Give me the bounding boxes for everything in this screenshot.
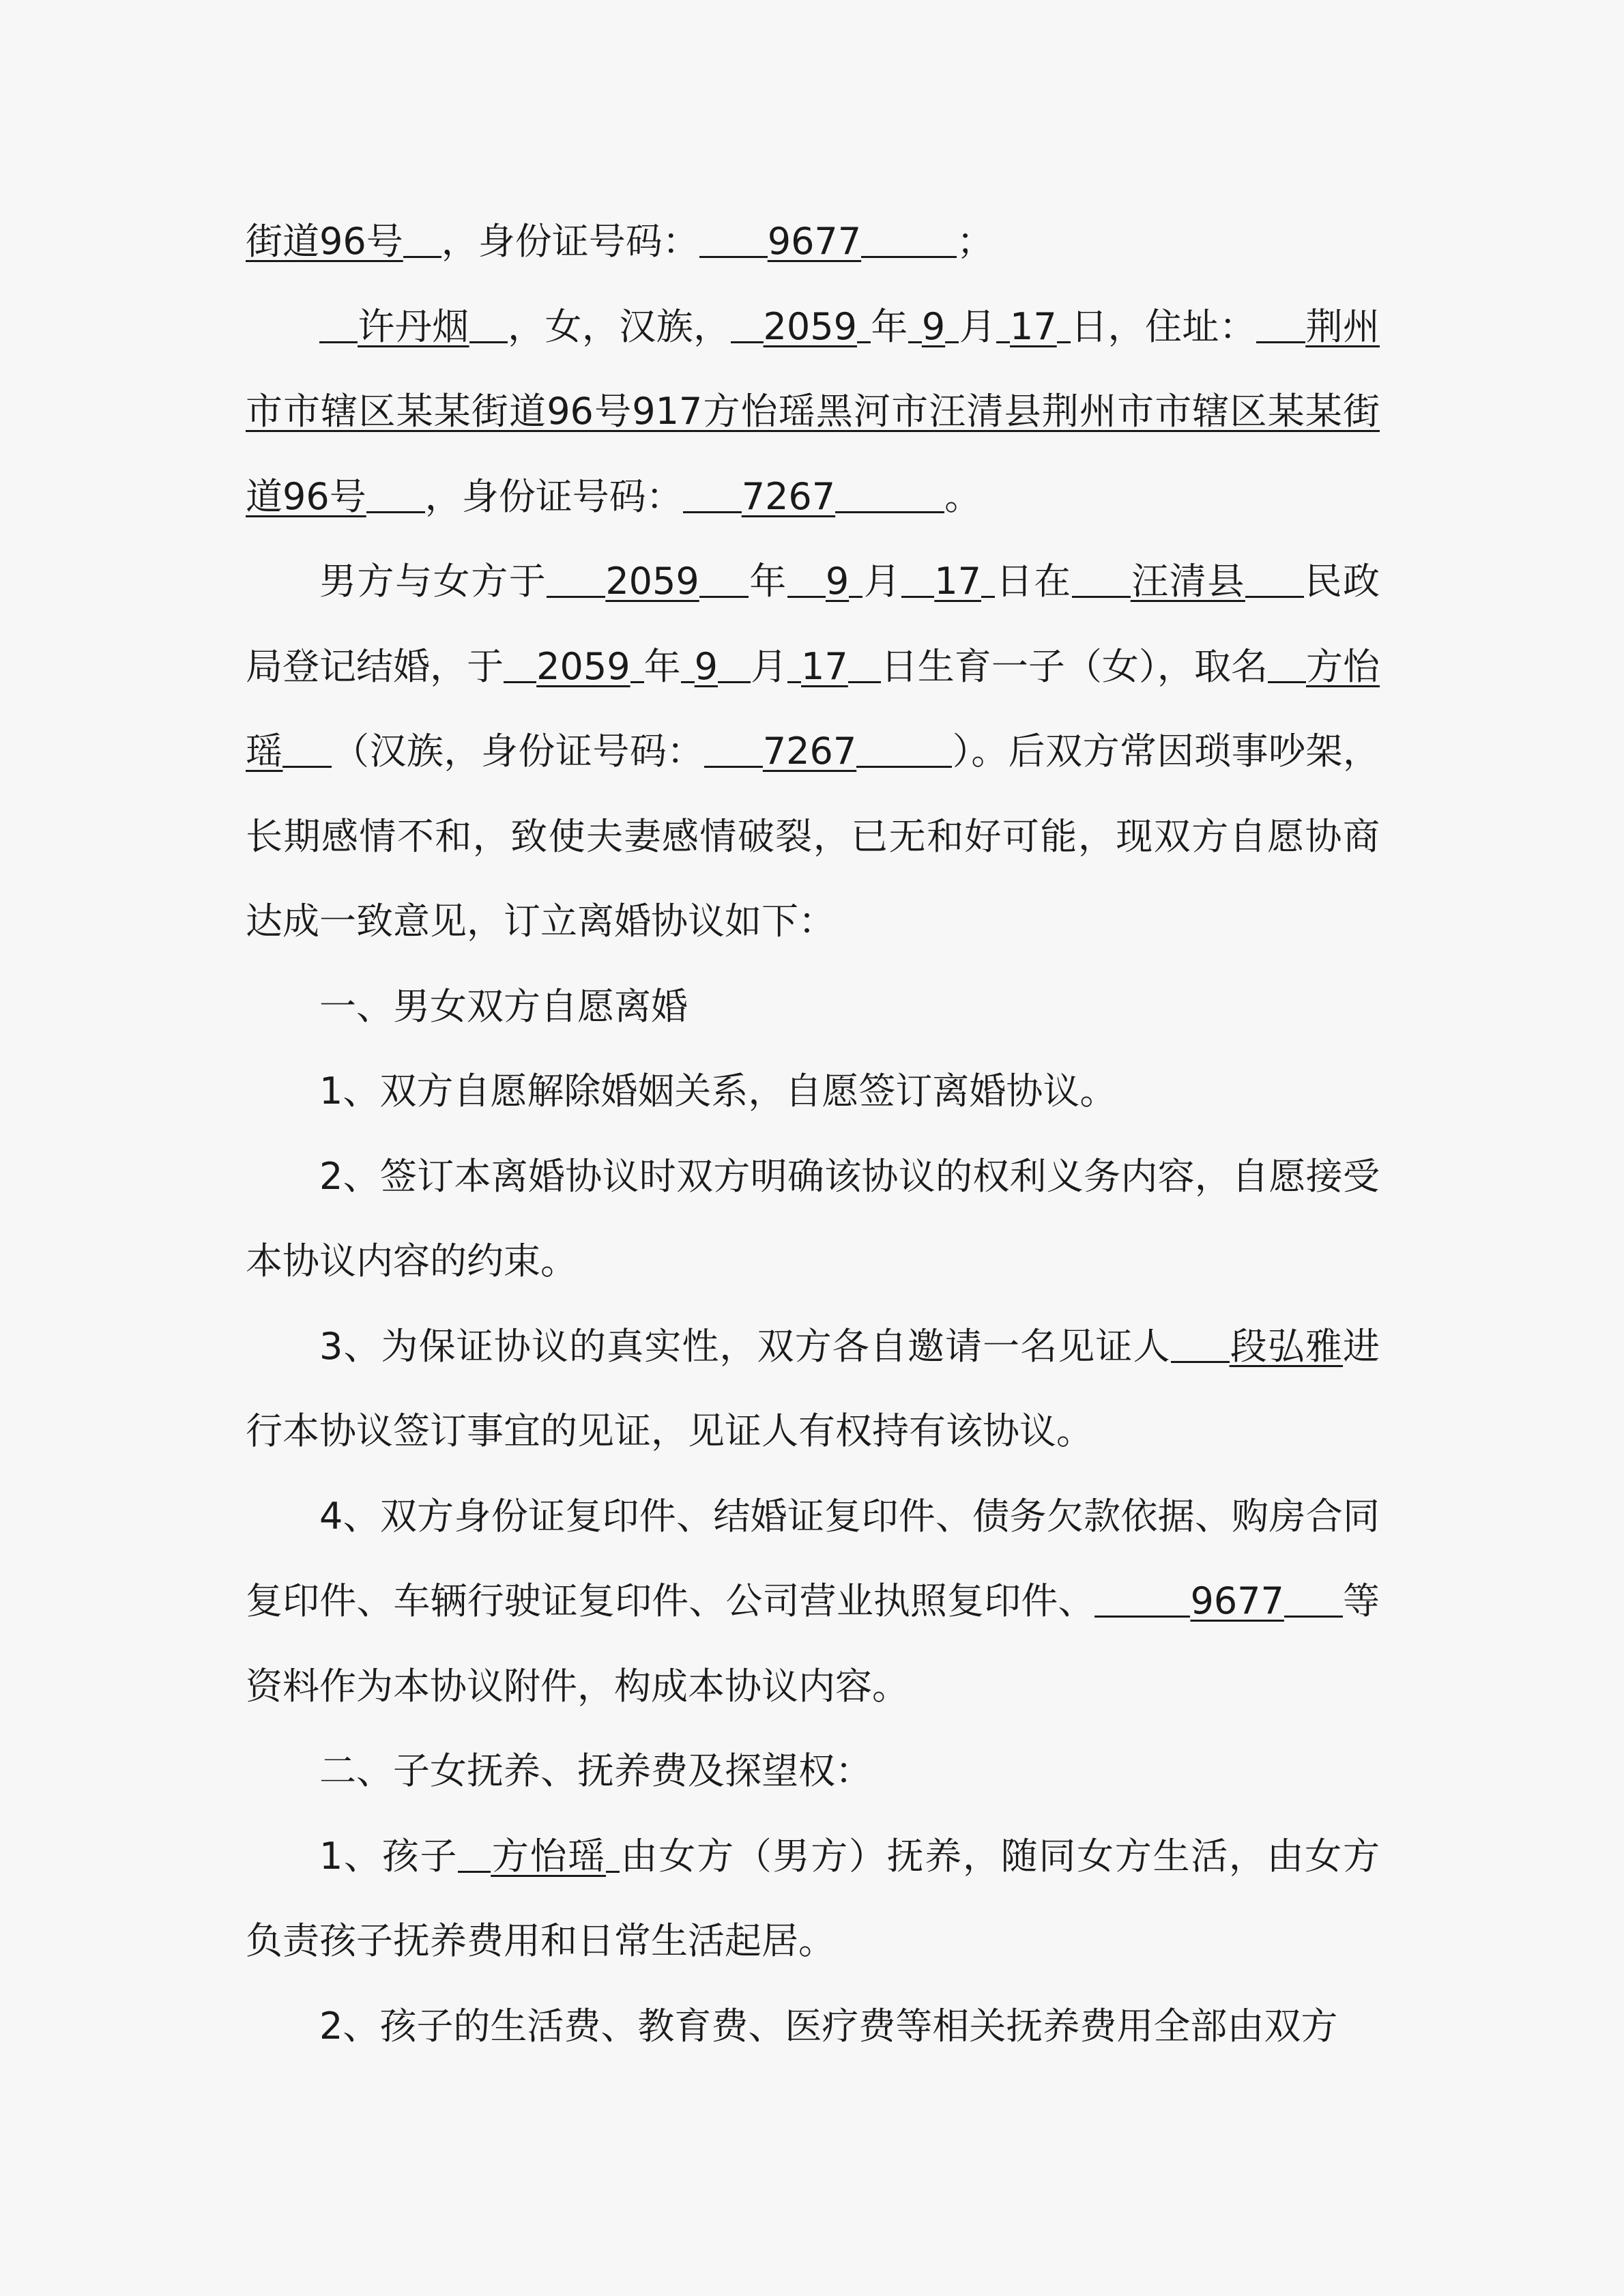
- text: 。: [944, 474, 982, 518]
- fill-blank: [704, 723, 763, 768]
- child-birth-year: 2059: [536, 644, 630, 688]
- paragraph-1: [246, 199, 1380, 285]
- text: 月: [959, 304, 996, 348]
- fill-blank: [319, 299, 358, 343]
- text: 由女方（男方）抚养，随同女方生活，由女方负责孩子抚养费用和日常生活起居。: [246, 1834, 1380, 1962]
- text: ，女，汉族，: [507, 304, 731, 348]
- fill-blank: [849, 554, 862, 598]
- text: 4、双方身份证复印件、结婚证复印件、债务欠款依据、购房合同复印件、车辆行驶证复印件、公司营业执照复印件、: [246, 1494, 1380, 1622]
- witness-name: 段弘雅: [1229, 1324, 1344, 1368]
- clause-1-3: [246, 1304, 1380, 1474]
- child-name: 方怡瑶: [491, 1834, 606, 1878]
- text: 年: [748, 560, 787, 603]
- text: 进行本协议签订事宜的见证，见证人有权持有该协议。: [246, 1324, 1380, 1452]
- marriage-month: 9: [825, 560, 850, 603]
- document-body: [246, 199, 1380, 2069]
- birth-month: 9: [921, 304, 946, 348]
- text: 日在: [995, 560, 1072, 603]
- text: 月: [750, 644, 788, 688]
- fill-blank: [945, 299, 959, 343]
- registration-place: 汪清县: [1130, 560, 1245, 603]
- text: 民政局登记结婚，于: [246, 560, 1380, 688]
- fill-blank: [835, 469, 944, 513]
- child-name: 方怡瑶: [246, 644, 1380, 773]
- fill-blank: [787, 554, 826, 598]
- fill-blank: [366, 469, 425, 513]
- clause-2-1: [246, 1814, 1380, 1984]
- fill-blank: [1268, 639, 1306, 683]
- party-name: 许丹烟: [358, 304, 469, 348]
- marriage-year: 2059: [605, 560, 699, 603]
- fill-blank: [908, 299, 922, 343]
- paragraph-2: [246, 285, 1380, 540]
- clause-1-4: [246, 1474, 1380, 1730]
- text: 男方与女方于: [319, 560, 547, 603]
- section-heading-1: 一、男女双方自愿离婚: [319, 984, 688, 1028]
- paragraph-3: [246, 539, 1380, 964]
- fill-blank: [1256, 299, 1305, 343]
- text: ；: [957, 220, 994, 263]
- fill-blank: [683, 469, 742, 513]
- fill-blank: [981, 554, 995, 598]
- fill-blank: [1284, 1573, 1343, 1618]
- text: ）。后双方常因琐事吵架，长期感情不和，致使夫妻感情破裂，已无和好可能，现双方自愿协商达成一致意见，订立离婚协议如下：: [246, 730, 1380, 943]
- attachment-item: 9677: [1190, 1579, 1284, 1622]
- fill-blank: [504, 639, 536, 683]
- fill-blank: [861, 214, 957, 258]
- fill-blank: [699, 214, 768, 258]
- text: 月: [862, 560, 902, 603]
- birth-year: 2059: [763, 304, 857, 348]
- fill-blank: [1072, 554, 1131, 598]
- fill-blank: [1057, 299, 1071, 343]
- id-number: 9677: [767, 220, 862, 263]
- child-id-number: 7267: [762, 730, 857, 773]
- fill-blank: [848, 639, 881, 683]
- fill-blank: [1245, 554, 1304, 598]
- fill-blank: [699, 554, 749, 598]
- text: 1、孩子: [319, 1834, 459, 1878]
- fill-blank: [458, 1828, 491, 1873]
- fill-blank: [403, 214, 441, 258]
- fill-blank: [901, 554, 934, 598]
- fill-blank: [856, 723, 952, 768]
- fill-blank: [469, 299, 508, 343]
- fill-blank: [996, 299, 1010, 343]
- fill-blank: [630, 639, 644, 683]
- party-address: 荆州市市辖区某某街道96号917方怡瑶黑河市汪清县荆州市市辖区某某街道96号: [246, 304, 1380, 518]
- fill-blank: [787, 639, 801, 683]
- text: ，身份证号码：: [424, 474, 683, 518]
- text: 3、为保证协议的真实性，双方各自邀请一名见证人: [319, 1324, 1171, 1368]
- clause-1-1: 1、双方自愿解除婚姻关系，自愿签订离婚协议。: [319, 1070, 1117, 1113]
- birth-day: 17: [1010, 304, 1057, 348]
- text: 日，住址：: [1070, 304, 1257, 348]
- fill-blank: [731, 299, 764, 343]
- text: （汉族，身份证号码：: [332, 730, 704, 773]
- fill-blank: [681, 639, 695, 683]
- fill-blank: [282, 723, 332, 768]
- fill-blank: [857, 299, 871, 343]
- text: 等资料作为本协议附件，构成本协议内容。: [246, 1579, 1380, 1708]
- fill-blank: [718, 639, 751, 683]
- clause-2-2: 2、孩子的生活费、教育费、医疗费等相关抚养费用全部由双方: [319, 2004, 1338, 2048]
- text: 年: [870, 304, 908, 348]
- child-birth-day: 17: [801, 644, 848, 688]
- text: 年: [643, 644, 681, 688]
- marriage-day: 17: [934, 560, 982, 603]
- section-heading-2: 二、子女抚养、抚养费及探望权：: [319, 1749, 872, 1792]
- clause-1-2: 2、签订本离婚协议时双方明确该协议的权利义务内容，自愿接受本协议内容的约束。: [246, 1154, 1380, 1282]
- fill-blank: [1171, 1319, 1230, 1363]
- id-number: 7267: [741, 474, 836, 518]
- address-tail: 街道96号: [246, 220, 403, 263]
- fill-blank: [547, 554, 605, 598]
- text: ，身份证号码：: [441, 220, 699, 263]
- fill-blank: [606, 1828, 620, 1873]
- fill-blank: [1094, 1573, 1190, 1618]
- text: 日生育一子（女），取名: [880, 644, 1268, 688]
- child-birth-month: 9: [694, 644, 718, 688]
